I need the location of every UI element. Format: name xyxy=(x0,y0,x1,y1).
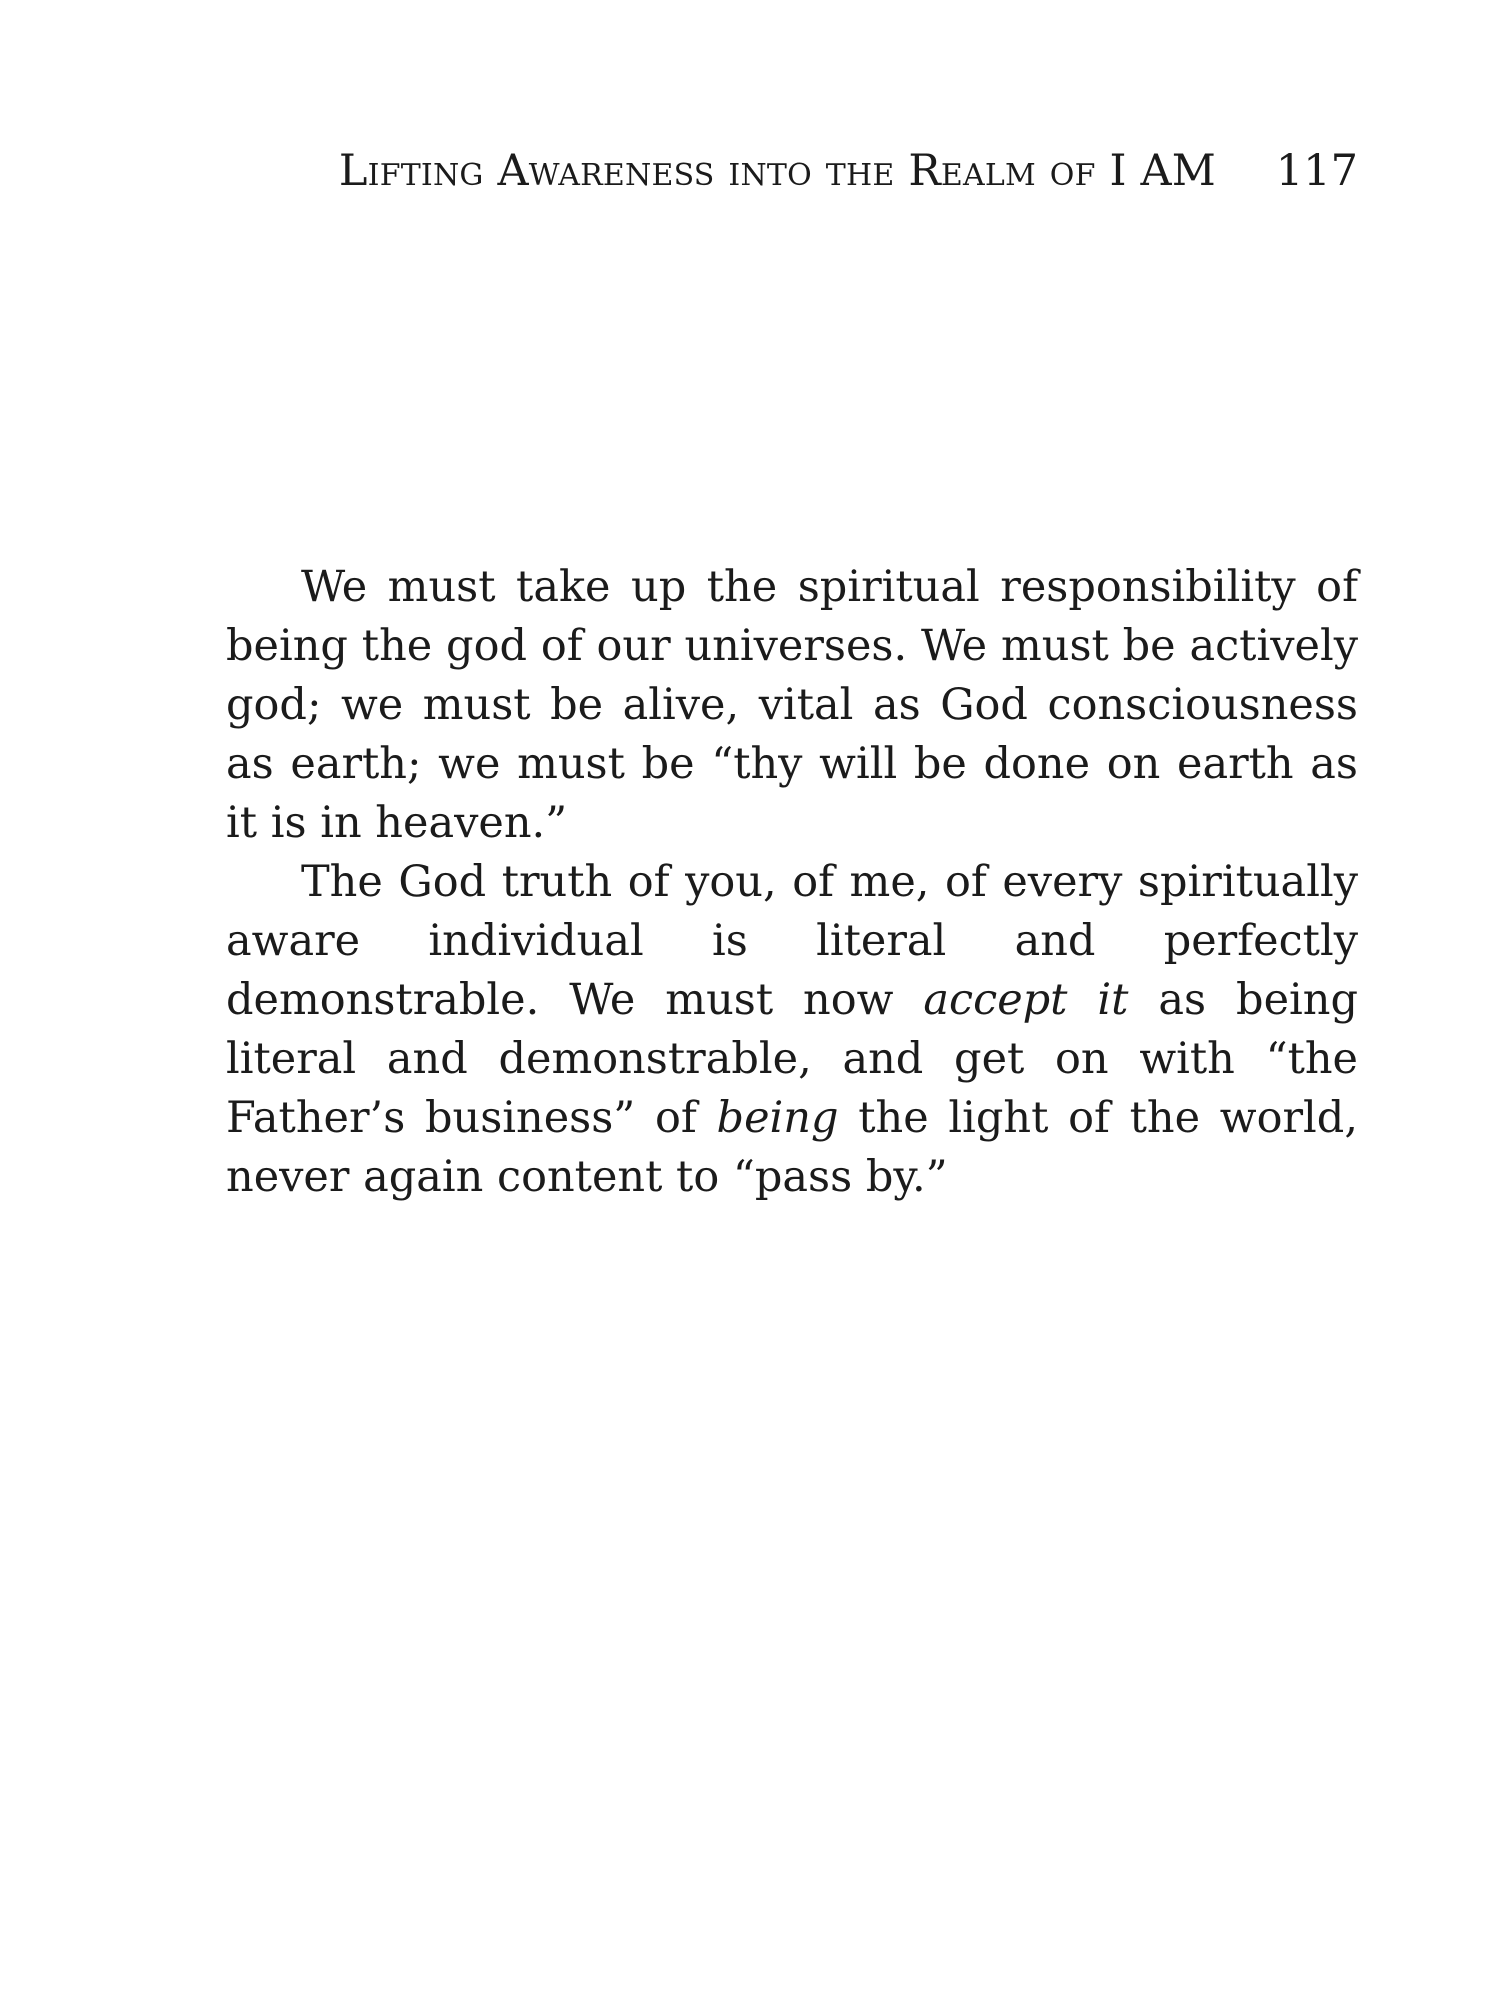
paragraph-2-part-2: as being literal and demonstrable, and get on with “the Father’s business” of xyxy=(226,975,1358,1143)
body-text xyxy=(226,558,1358,1207)
paragraph-2 xyxy=(226,853,1358,1207)
paragraph-1: We must take up the spiritual responsibility of being the god of our universes. We must be actively god; we must be alive, vital as God consciousness as earth; we must be “thy will be done on earth as it is in heaven.” xyxy=(226,562,1358,848)
emphasis-accept-it: accept it xyxy=(923,975,1129,1025)
paragraph-2-part-3: the light of the world, never again content to “pass by.” xyxy=(226,1093,1358,1202)
emphasis-being: being xyxy=(716,1093,839,1143)
running-title: Lifting Awareness into the Realm of I AM xyxy=(338,146,1216,196)
running-head xyxy=(226,146,1358,196)
page-number: 117 xyxy=(1275,146,1358,196)
paragraph-2-part-1: The God truth of you, of me, of every spiritually aware individual is literal and perfectly demonstrable. We must now xyxy=(226,857,1358,1025)
